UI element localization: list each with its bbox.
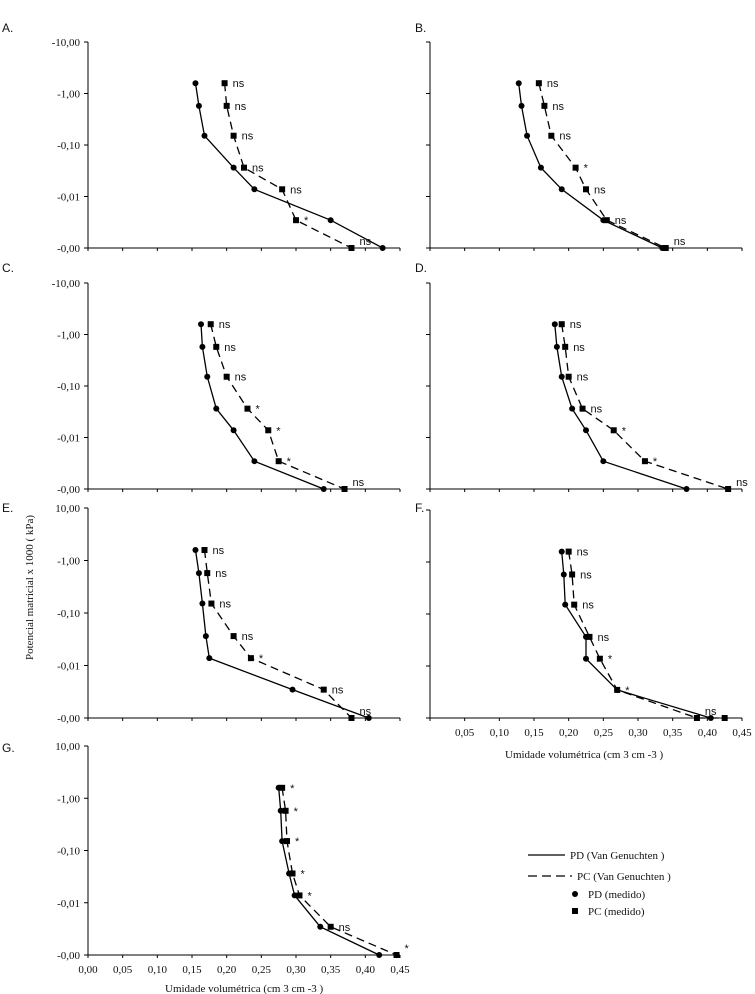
pd-measured-point <box>376 952 382 958</box>
significance-label: ns <box>546 78 559 91</box>
x-tick-label: 0,20 <box>217 964 237 976</box>
significance-label: ns <box>673 236 686 248</box>
pc-measured-point <box>293 217 299 223</box>
significance-label: ns <box>576 546 589 559</box>
significance-label: * <box>290 782 295 795</box>
y-tick-label: -0,01 <box>57 432 80 445</box>
pc-measured-point <box>201 547 207 553</box>
significance-label: ns <box>352 477 365 489</box>
x-tick-label: 0,20 <box>559 727 579 739</box>
significance-label: ns <box>232 78 245 91</box>
pc-measured-point <box>573 165 579 171</box>
significance-label: * <box>286 456 291 469</box>
panel-e <box>55 503 400 725</box>
pc-measured-point <box>224 374 230 380</box>
y-tick-label: -1,00 <box>57 88 80 101</box>
pd-measured-point <box>231 165 237 171</box>
x-tick-label: 0,35 <box>663 727 683 739</box>
significance-label: ns <box>215 568 227 581</box>
legend-pd-marker <box>572 891 578 897</box>
x-tick-label: 0,40 <box>697 727 717 739</box>
pd-fitted-curve <box>196 83 383 248</box>
significance-label: * <box>652 456 658 469</box>
panel-label-b: B. <box>415 21 427 35</box>
x-tick-label: 0,45 <box>390 964 410 976</box>
significance-label: * <box>607 653 613 666</box>
significance-label: ns <box>559 130 571 143</box>
significance-label: ns <box>241 631 254 644</box>
x-tick-label: 0,25 <box>251 964 271 976</box>
panel-d <box>426 283 748 492</box>
x-axis-title-g: Umidade volumétrica (cm 3 cm -3 ) <box>165 983 324 994</box>
pd-measured-point <box>198 321 204 327</box>
pc-measured-point <box>208 321 214 327</box>
legend-pc-curve-label: PC (Van Genuchten ) <box>577 871 671 883</box>
pc-measured-point <box>722 715 728 721</box>
pd-measured-point <box>538 165 544 171</box>
pc-measured-point <box>694 715 700 721</box>
y-tick-label: 10,00 <box>55 741 80 753</box>
significance-label: * <box>625 684 630 697</box>
pd-measured-point <box>516 80 522 86</box>
pd-measured-point <box>199 344 205 350</box>
significance-label: * <box>304 215 309 228</box>
pd-measured-point <box>569 406 575 412</box>
significance-label: ns <box>359 236 372 248</box>
pc-measured-point <box>283 808 289 814</box>
pd-measured-point <box>583 427 589 433</box>
significance-label: ns <box>252 162 264 175</box>
x-tick-label: 0,35 <box>321 964 341 976</box>
y-tick-label: 10,00 <box>55 503 80 515</box>
pd-measured-point <box>290 687 296 693</box>
x-tick-label: 0,25 <box>593 727 613 739</box>
legend-pc-marker <box>572 908 578 914</box>
pc-measured-point <box>583 186 589 192</box>
y-tick-label: -1,00 <box>57 793 80 806</box>
legend <box>528 850 671 918</box>
significance-label: ns <box>331 684 344 697</box>
pc-measured-point <box>541 103 547 109</box>
pd-measured-point <box>583 656 589 662</box>
pc-measured-point <box>241 165 247 171</box>
significance-label: ns <box>359 706 372 718</box>
significance-label: ns <box>234 100 247 113</box>
pc-measured-point <box>265 427 271 433</box>
pd-measured-point <box>201 133 207 139</box>
pc-measured-point <box>394 952 400 958</box>
panel-label-a: A. <box>2 21 14 35</box>
pd-measured-point <box>519 103 525 109</box>
significance-label: * <box>294 836 300 849</box>
pc-measured-point <box>566 549 572 555</box>
significance-label: ns <box>582 599 594 612</box>
pd-measured-point <box>196 103 202 109</box>
significance-label: ns <box>704 706 717 718</box>
pc-measured-point <box>248 655 254 661</box>
y-tick-label: -0,00 <box>57 484 80 496</box>
pc-measured-point <box>597 656 603 662</box>
panel-label-c: C. <box>2 261 14 275</box>
significance-label: ns <box>580 569 592 582</box>
x-tick-label: 0,30 <box>286 964 306 976</box>
pd-measured-point <box>524 133 530 139</box>
significance-label: ns <box>736 477 748 489</box>
pc-measured-point <box>208 601 214 607</box>
pc-measured-point <box>321 687 327 693</box>
x-tick-label: 0,10 <box>489 727 509 739</box>
y-tick-label: -0,00 <box>57 713 80 725</box>
panel-label-d: D. <box>415 261 427 275</box>
y-tick-label: -0,10 <box>57 845 80 858</box>
y-tick-label: -0,00 <box>57 950 80 962</box>
pd-measured-point <box>559 186 565 192</box>
legend-pd-curve-label: PD (Van Genuchten ) <box>570 850 665 862</box>
pd-measured-point <box>562 602 568 608</box>
x-tick-label: 0,15 <box>524 727 544 739</box>
y-tick-label: -0,01 <box>57 660 80 673</box>
pd-measured-point <box>600 458 606 464</box>
y-tick-label: -10,00 <box>51 37 80 49</box>
pc-measured-point <box>348 715 354 721</box>
significance-label: * <box>255 403 260 416</box>
pd-measured-point <box>321 486 327 492</box>
pc-measured-point <box>559 321 565 327</box>
pc-measured-point <box>276 458 282 464</box>
pc-measured-point <box>222 80 228 86</box>
pc-measured-point <box>342 486 348 492</box>
pd-fitted-curve <box>201 324 324 489</box>
pd-measured-point <box>684 486 690 492</box>
pc-measured-point <box>580 406 586 412</box>
pc-measured-point <box>725 486 731 492</box>
significance-label: ns <box>569 319 582 332</box>
y-tick-label: -0,10 <box>57 381 80 393</box>
significance-label: * <box>276 425 281 438</box>
significance-label: * <box>300 868 305 881</box>
x-axis-title-f: Umidade volumétrica (cm 3 cm -3 ) <box>505 749 664 761</box>
pd-measured-point <box>192 80 198 86</box>
significance-label: ns <box>590 403 603 416</box>
pc-measured-point <box>642 458 648 464</box>
pc-measured-point <box>604 217 610 223</box>
panel-label-e: E. <box>2 501 14 515</box>
pc-measured-point <box>611 427 617 433</box>
y-tick-label: -0,10 <box>57 608 80 620</box>
pd-measured-point <box>317 924 323 930</box>
pd-measured-point <box>559 549 565 555</box>
significance-label: * <box>621 425 627 438</box>
significance-label: ns <box>290 184 302 197</box>
panel-g <box>55 741 410 976</box>
pd-measured-point <box>203 633 209 639</box>
x-tick-label: 0,45 <box>732 727 752 739</box>
pd-measured-point <box>559 374 565 380</box>
significance-label: ns <box>219 598 232 611</box>
pd-measured-point <box>552 321 558 327</box>
pd-measured-point <box>206 655 212 661</box>
significance-label: ns <box>234 371 247 384</box>
pc-fitted-curve <box>562 324 728 489</box>
significance-label: ns <box>338 921 351 934</box>
x-tick-label: 0,30 <box>628 727 648 739</box>
pc-measured-point <box>348 245 354 251</box>
pd-measured-point <box>213 406 219 412</box>
panel-a <box>52 37 400 255</box>
pc-measured-point <box>231 133 237 139</box>
panel-b <box>426 42 742 251</box>
panel-f <box>426 510 752 739</box>
y-tick-label: -0,01 <box>57 191 80 204</box>
significance-label: * <box>258 653 264 666</box>
legend-pc-measured-label: PC (medido) <box>588 906 645 918</box>
pc-measured-point <box>328 924 334 930</box>
pc-measured-point <box>290 870 296 876</box>
pd-measured-point <box>328 217 334 223</box>
y-tick-label: -1,00 <box>57 555 80 568</box>
pc-measured-point <box>224 103 230 109</box>
pc-measured-point <box>279 186 285 192</box>
panel-label-f: F. <box>415 501 425 515</box>
significance-label: ns <box>212 545 225 557</box>
significance-label: * <box>583 162 588 175</box>
pc-measured-point <box>536 80 542 86</box>
pc-measured-point <box>569 571 575 577</box>
pc-measured-point <box>213 344 219 350</box>
significance-label: ns <box>614 215 627 228</box>
pc-measured-point <box>296 892 302 898</box>
x-tick-label: 0,15 <box>182 964 202 976</box>
pd-measured-point <box>196 570 202 576</box>
significance-label: ns <box>576 371 589 384</box>
significance-label: * <box>404 943 409 955</box>
x-tick-label: 0,05 <box>113 964 133 976</box>
pc-measured-point <box>231 633 237 639</box>
pc-measured-point <box>566 374 572 380</box>
x-tick-label: 0,40 <box>355 964 375 976</box>
x-tick-label: 0,10 <box>147 964 167 976</box>
x-tick-label: 0,05 <box>455 727 475 739</box>
y-tick-label: -10,00 <box>51 278 80 290</box>
pc-measured-point <box>279 785 285 791</box>
significance-label: ns <box>552 100 565 113</box>
significance-label: ns <box>597 631 610 644</box>
significance-label: ns <box>224 341 236 354</box>
pc-measured-point <box>571 602 577 608</box>
pd-measured-point <box>380 245 386 251</box>
panel-c <box>52 278 400 496</box>
pc-measured-point <box>586 634 592 640</box>
pd-measured-point <box>204 374 210 380</box>
pd-measured-point <box>251 186 257 192</box>
significance-label: * <box>293 805 298 818</box>
pd-measured-point <box>199 601 205 607</box>
pd-measured-point <box>251 458 257 464</box>
pc-measured-point <box>663 245 669 251</box>
pd-measured-point <box>554 344 560 350</box>
y-tick-label: -0,10 <box>57 140 80 152</box>
pc-measured-point <box>284 838 290 844</box>
significance-label: ns <box>594 184 606 197</box>
y-tick-label: -1,00 <box>57 329 80 342</box>
panel-label-g: G. <box>2 741 15 755</box>
y-tick-label: -0,00 <box>57 243 80 255</box>
y-tick-label: -0,01 <box>57 897 80 910</box>
significance-label: ns <box>218 319 231 332</box>
pd-measured-point <box>561 571 567 577</box>
legend-pd-measured-label: PD (medido) <box>588 889 646 901</box>
pc-measured-point <box>204 570 210 576</box>
significance-label: ns <box>241 130 254 143</box>
x-tick-label: 0,00 <box>78 964 98 976</box>
significance-label: ns <box>573 341 585 354</box>
pd-measured-point <box>231 427 237 433</box>
significance-label: * <box>307 890 312 903</box>
pd-measured-point <box>192 547 198 553</box>
y-axis-title: Potencial matricial x 1000 ( kPa) <box>24 514 36 660</box>
pc-measured-point <box>614 687 620 693</box>
pc-measured-point <box>562 344 568 350</box>
pc-measured-point <box>244 406 250 412</box>
pc-measured-point <box>548 133 554 139</box>
